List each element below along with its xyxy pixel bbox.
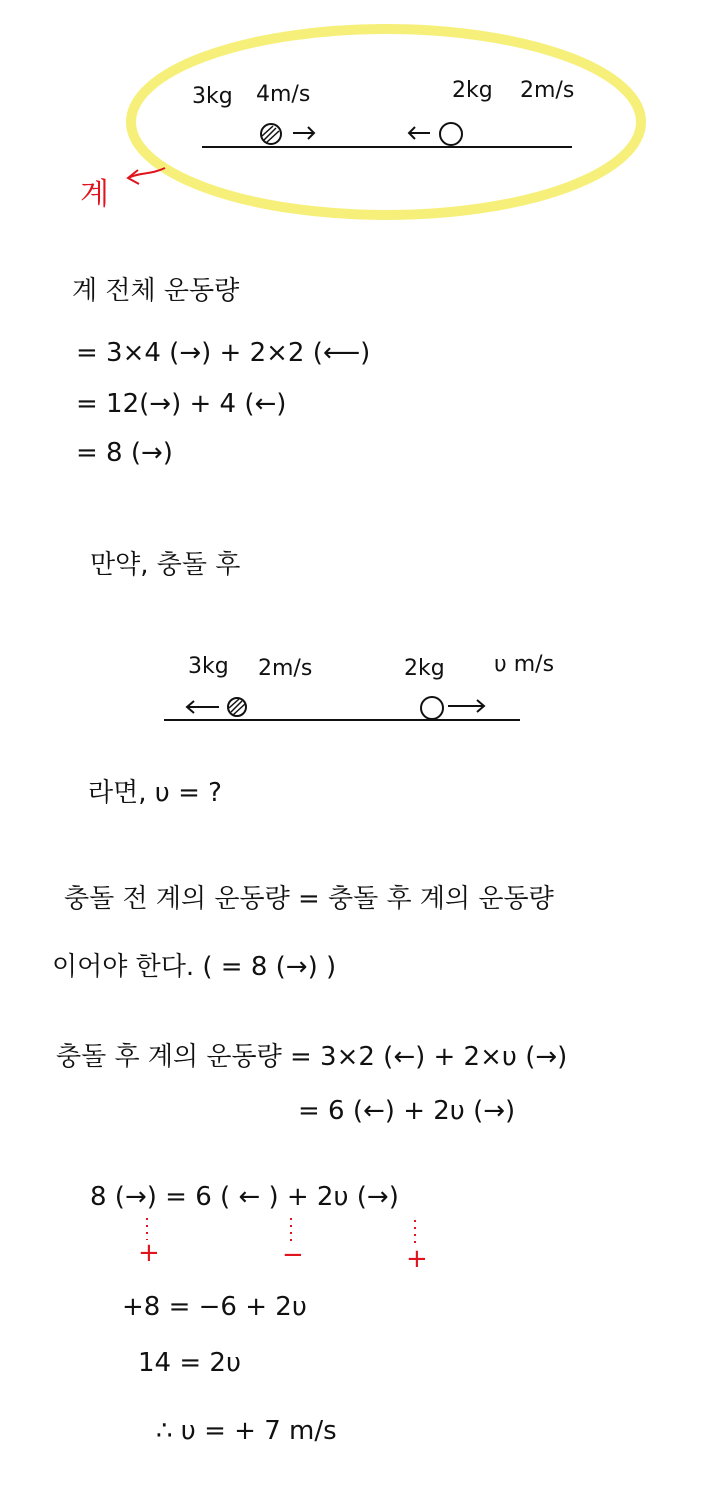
conservation-line2: 이어야 한다. ( = 8 (→) ) bbox=[52, 952, 337, 982]
left-mass-label-1: 3kg bbox=[192, 84, 233, 109]
sign-plus-2: + bbox=[406, 1244, 428, 1274]
left-mass-label-2: 3kg bbox=[188, 654, 229, 679]
right-speed-label-2: υ m/s bbox=[494, 652, 555, 677]
highlight-ellipse bbox=[131, 29, 641, 215]
after-line1: 충돌 후 계의 운동량 = 3×2 (←) + 2×υ (→) bbox=[56, 1042, 568, 1072]
condition-text: 만약, 충돌 후 bbox=[90, 550, 241, 580]
equation-line: 8 (→) = 6 ( ← ) + 2υ (→) bbox=[90, 1182, 399, 1212]
sign-minus: − bbox=[282, 1240, 304, 1270]
after-line2: = 6 (←) + 2υ (→) bbox=[298, 1096, 516, 1126]
section1-line3: = 8 (→) bbox=[76, 438, 173, 468]
system-label: 계 bbox=[80, 177, 109, 212]
hatched-ball-2 bbox=[228, 698, 246, 716]
right-mass-label-2: 2kg bbox=[404, 656, 445, 681]
left-speed-label-2: 2m/s bbox=[258, 656, 313, 681]
right-arrow-2 bbox=[448, 700, 484, 712]
conservation-line1: 충돌 전 계의 운동량 = 충돌 후 계의 운동량 bbox=[64, 884, 554, 914]
question-text: 라면, υ = ? bbox=[88, 778, 222, 808]
right-arrow-1 bbox=[293, 127, 314, 139]
solve-line3: ∴ υ = + 7 m/s bbox=[156, 1416, 337, 1446]
left-arrow-2 bbox=[187, 701, 219, 713]
sign-dots bbox=[147, 1218, 415, 1246]
right-speed-label-1: 2m/s bbox=[520, 78, 575, 103]
section1-line2: = 12(→) + 4 (←) bbox=[76, 389, 287, 419]
hatched-ball-1 bbox=[261, 124, 281, 144]
solve-line1: +8 = −6 + 2υ bbox=[122, 1292, 307, 1322]
solve-line2: 14 = 2υ bbox=[138, 1348, 241, 1378]
red-pointer-head bbox=[128, 170, 139, 184]
right-mass-label-1: 2kg bbox=[452, 78, 493, 103]
sign-plus-1: + bbox=[138, 1238, 160, 1268]
empty-ball-2 bbox=[421, 697, 443, 719]
left-speed-label-1: 4m/s bbox=[256, 82, 311, 107]
empty-ball-1 bbox=[440, 123, 462, 145]
left-arrow-1 bbox=[409, 127, 430, 139]
section1-line1: = 3×4 (→) + 2×2 (⟵) bbox=[76, 338, 371, 368]
section1-title: 계 전체 운동량 bbox=[72, 276, 240, 306]
